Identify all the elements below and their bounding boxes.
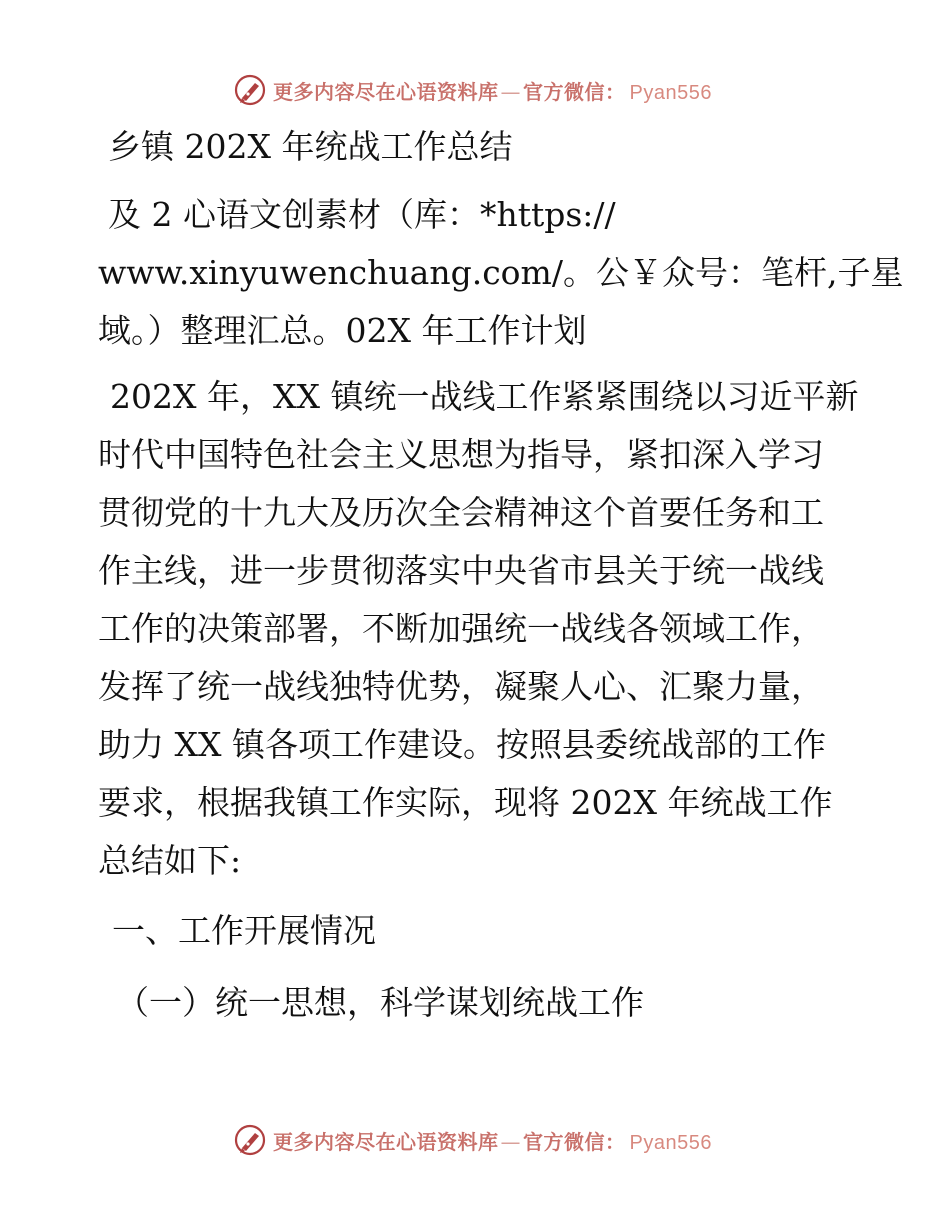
- summary-paragraph: [98, 368, 858, 890]
- intro-line: 及 2 心语文创素材（库：*https://: [108, 195, 616, 234]
- paragraph-line: 助力 XX 镇各项工作建设。按照县委统战部的工作: [98, 725, 826, 764]
- banner-dash: —: [500, 79, 522, 104]
- banner-wechat-id: Pyan556: [629, 1131, 712, 1154]
- banner-wechat-id: Pyan556: [629, 81, 712, 104]
- paragraph-line: 发挥了统一战线独特优势，凝聚人心、汇聚力量，: [98, 667, 824, 706]
- pen-nib-logo-icon: [233, 1123, 267, 1157]
- paragraph-line: 贯彻党的十九大及历次全会精神这个首要任务和工: [98, 493, 824, 532]
- subsection-heading: （一）统一思想，科学谋划统战工作: [116, 983, 644, 1022]
- banner-dash: —: [500, 1129, 522, 1154]
- document-title: 乡镇 202X 年统战工作总结: [108, 127, 513, 166]
- document-body: [98, 118, 904, 1032]
- banner-wechat-label: 官方微信：: [523, 79, 626, 104]
- intro-line: 域。）整理汇总。02X 年工作计划: [98, 311, 587, 350]
- paragraph-line: 要求，根据我镇工作实际，现将 202X 年统战工作: [98, 783, 833, 822]
- banner-main-text: 更多内容尽在心语资料库: [273, 1129, 499, 1154]
- footer-banner-text: [273, 1126, 712, 1155]
- footer-banner: [0, 1120, 950, 1160]
- intro-paragraph: [98, 186, 904, 360]
- paragraph-line: 时代中国特色社会主义思想为指导，紧扣深入学习: [98, 435, 824, 474]
- paragraph-line: 202X 年，XX 镇统一战线工作紧紧围绕以习近平新: [110, 377, 859, 416]
- paragraph-line: 总结如下:: [98, 841, 242, 880]
- section-heading: 一、工作开展情况: [112, 911, 376, 950]
- header-banner: [0, 70, 950, 110]
- pen-nib-logo-icon: [233, 73, 267, 107]
- banner-main-text: 更多内容尽在心语资料库: [273, 79, 499, 104]
- header-banner-text: [273, 76, 712, 105]
- paragraph-line: 工作的决策部署，不断加强统一战线各领域工作，: [98, 609, 824, 648]
- intro-line: www.xinyuwenchuang.com/。公￥众号：笔杆,子星: [98, 253, 904, 292]
- banner-wechat-label: 官方微信：: [523, 1129, 626, 1154]
- paragraph-line: 作主线，进一步贯彻落实中央省市县关于统一战线: [98, 551, 824, 590]
- header-banner-content: [233, 73, 712, 107]
- footer-banner-content: [233, 1123, 712, 1157]
